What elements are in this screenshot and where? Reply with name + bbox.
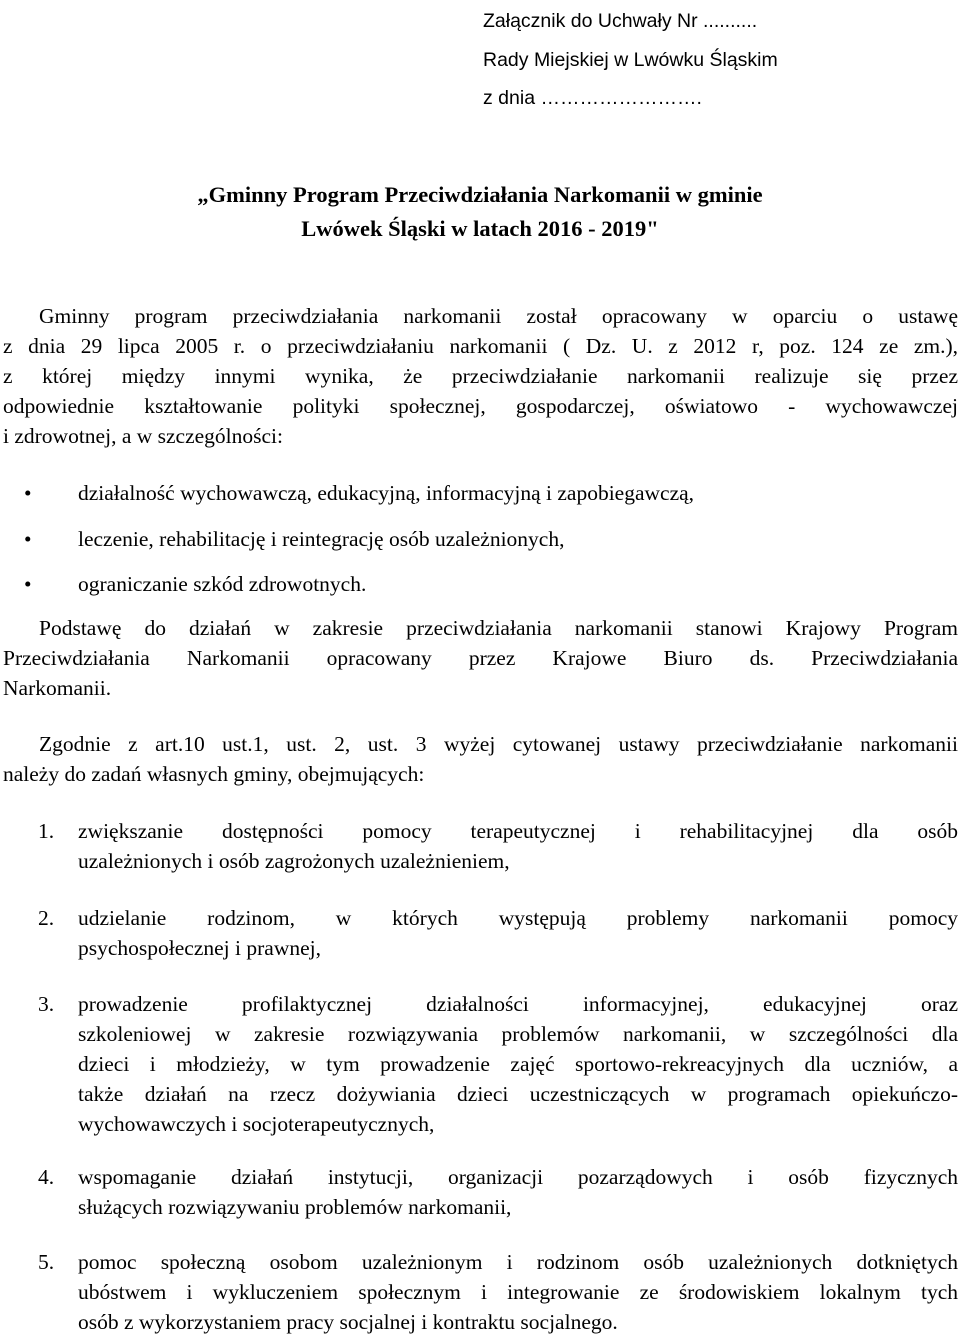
task-number: 3. (38, 992, 55, 1016)
bullet-text: działalność wychowawczą, edukacyjną, informacyjną i zapobiegawczą, (78, 481, 695, 505)
title-line-2: Lwówek Śląski w latach 2016 - 2019" (301, 216, 659, 241)
attachment-line-date: z dnia ……………………. (483, 87, 702, 109)
task-line: dzieci i młodzieży, w tym prowadzenie zajęć sportowo-rekreacyjnych dla uczniów, a (78, 1052, 958, 1076)
task-number: 2. (38, 906, 55, 930)
legal-basis-line: należy do zadań własnych gminy, obejmujących: (3, 762, 425, 786)
task-text (78, 816, 958, 876)
attachment-line-resolution: Załącznik do Uchwały Nr .......... (483, 10, 758, 32)
intro-line: Gminny program przeciwdziałania narkomanii został opracowany w oparciu o ustawę (39, 304, 958, 328)
task-number: 4. (38, 1165, 55, 1189)
task-text (78, 903, 958, 963)
basis-line: Narkomanii. (3, 676, 112, 700)
basis-paragraph (3, 613, 958, 703)
intro-line: odpowiednie kształtowanie polityki społecznej, gospodarczej, oświatowo - wychowawczej (3, 394, 958, 418)
task-line: osób z wykorzystaniem pracy socjalnej i kontraktu socjalnego. (78, 1310, 618, 1334)
bullet-text: leczenie, rehabilitację i reintegrację osób uzależnionych, (78, 527, 565, 551)
task-line: uzależnionych i osób zagrożonych uzależnieniem, (78, 849, 510, 873)
bullet-icon: • (24, 481, 32, 505)
intro-line: z której między innymi wynika, że przeciwdziałanie narkomanii realizuje się przez (3, 364, 958, 388)
attachment-header (483, 2, 778, 118)
task-line: prowadzenie profilaktycznej działalności informacyjnej, edukacyjnej oraz (78, 992, 958, 1016)
title-line-1: „Gminny Program Przeciwdziałania Narkomanii w gminie (197, 182, 763, 207)
task-line: także działań na rzecz dożywiania dzieci uczestniczących w programach opiekuńczo- (78, 1082, 958, 1106)
task-line: szkoleniowej w zakresie rozwiązywania problemów narkomanii, w szczególności dla (78, 1022, 958, 1046)
task-text (78, 989, 958, 1139)
bullet-text: ograniczanie szkód zdrowotnych. (78, 572, 367, 596)
legal-basis-line: Zgodnie z art.10 ust.1, ust. 2, ust. 3 wyżej cytowanej ustawy przeciwdziałanie narkomanii (39, 732, 958, 756)
task-line: ubóstwem i wykluczeniem społecznym i integrowanie ze środowiskiem lokalnym tych (78, 1280, 958, 1304)
document-title (0, 178, 960, 246)
intro-line: z dnia 29 lipca 2005 r. o przeciwdziałaniu narkomanii ( Dz. U. z 2012 r, poz. 124 ze zm.), (3, 334, 958, 358)
task-number: 5. (38, 1250, 55, 1274)
task-line: wychowawczych i socjoterapeutycznych, (78, 1112, 435, 1136)
intro-paragraph (3, 301, 958, 451)
task-line: udzielanie rodzinom, w których występują problemy narkomanii pomocy (78, 906, 958, 930)
basis-line: Przeciwdziałania Narkomanii opracowany przez Krajowe Biuro ds. Przeciwdziałania (3, 646, 958, 670)
task-line: służących rozwiązywaniu problemów narkomanii, (78, 1195, 512, 1219)
task-line: pomoc społeczną osobom uzależnionym i rodzinom osób uzależnionych dotkniętych (78, 1250, 958, 1274)
attachment-line-council: Rady Miejskiej w Lwówku Śląskim (483, 48, 778, 71)
task-number: 1. (38, 819, 55, 843)
legal-basis-paragraph (3, 729, 958, 789)
task-line: psychospołecznej i prawnej, (78, 936, 321, 960)
task-text (78, 1247, 958, 1337)
intro-line: i zdrowotnej, a w szczególności: (3, 424, 284, 448)
task-text (78, 1162, 958, 1222)
bullet-icon: • (24, 572, 32, 596)
task-line: zwiększanie dostępności pomocy terapeutycznej i rehabilitacyjnej dla osób (78, 819, 958, 843)
bullet-icon: • (24, 527, 32, 551)
task-line: wspomaganie działań instytucji, organizacji pozarządowych i osób fizycznych (78, 1165, 958, 1189)
basis-line: Podstawę do działań w zakresie przeciwdziałania narkomanii stanowi Krajowy Program (39, 616, 958, 640)
